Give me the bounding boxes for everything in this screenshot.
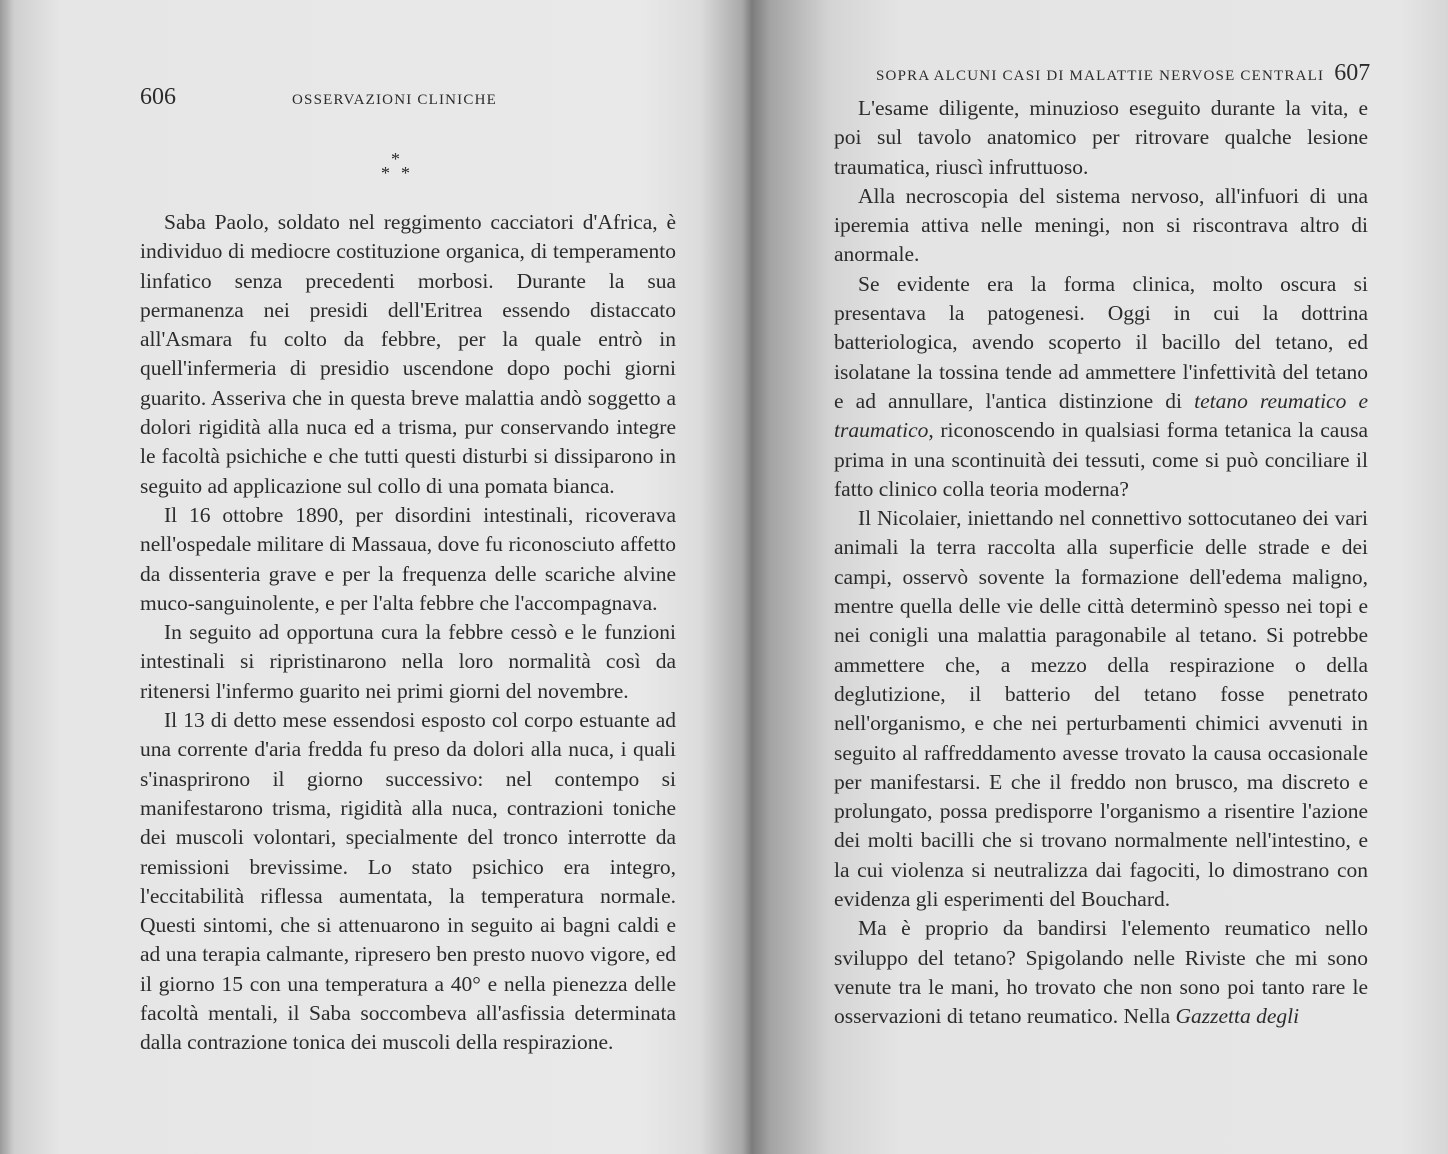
running-head: SOPRA ALCUNI CASI DI MALATTIE NERVOSE CENTRALI [876,68,1325,84]
right-page [752,0,1448,1154]
right-page-body [834,94,1368,1032]
running-head: OSSERVAZIONI CLINICHE [292,92,497,108]
paragraph: L'esame diligente, minuzioso eseguito durante la vita, e poi sul tavolo anatomico per ritrovare qualche lesione traumatica, riuscì infruttuoso. [834,96,1368,179]
paragraph-text: Ma è proprio da bandirsi l'elemento reumatico nello sviluppo del tetano? Spigolando nelle Riviste che mi sono venute tra le mani, ho trovato che non sono poi tanto rare le osservazioni di tetano reumatico. Nella [834,916,1368,1029]
paragraph: Alla necroscopia del sistema nervoso, all'infuori di una iperemia attiva nelle meningi, non si riscontrava altro di anormale. [834,183,1368,267]
asterism-star: * [401,163,410,183]
left-page-body [140,208,676,1058]
page-number: 607 [1334,60,1371,86]
page-number: 606 [140,84,176,110]
asterism-star: * [391,149,400,169]
paragraph-text: Se evidente era la forma clinica, molto oscura si presentava la patogenesi. Oggi in cui la dottrina batteriologica, avendo scoperto il bacillo del tetano, ed isolatane la tossina tende ad ammettere l'infettività del tetano e ad annullare, l'antica distinzione di [834,271,1368,413]
left-page-header [140,84,497,111]
paragraph: Il 16 ottobre 1890, per disordini intestinali, ricoverava nell'ospedale militare di Massaua, dove fu riconosciuto affetto da dissenteria grave e per la frequenza delle scariche alvine muco-sanguinolente, e per l'alta febbre che l'accompagnava. [140,502,676,615]
paragraph-text: , riconoscendo in qualsiasi forma tetanica la causa prima in una scontinuità dei tessuti, come si può conciliare il fatto clinico colla teoria moderna? [834,418,1368,501]
paragraph [834,914,1368,1031]
paragraph: In seguito ad opportuna cura la febbre cessò e le funzioni intestinali si ripristinarono nella loro normalità così da ritenersi l'infermo guarito nei primi giorni del novembre. [140,620,676,703]
paragraph: Il 13 di detto mese essendosi esposto col corpo estuante ad una corrente d'aria fredda fu preso da dolori alla nuca, i quali s'inasprirono il giorno successivo: nel contempo si manifestarono trisma, rigidità alla nuca, contrazioni toniche dei muscoli volontari, specialmente del tronco interrotte da remissioni brevissime. Lo stato psichico era integro, l'eccitabilità riflessa aumentata, la temperatura normale. Questi sintomi, che si attenuarono in seguito ai bagni caldi e ad una terapia calmante, ripresero ben presto nuovo vigore, ed il giorno 15 con una temperatura a 40° e nella pienezza delle facoltà mentali, il Saba soccombeva all'asfissia determinata dalla contrazione tonica dei muscoli della respirazione. [140,708,676,1055]
italic-term: tetano reumatico e traumatico [834,388,1368,443]
paragraph: Saba Paolo, soldato nel reggimento cacciatori d'Africa, è individuo di mediocre costituzione organica, di temperamento linfatico senza precedenti morbosi. Durante la sua permanenza nei presidi dell'Eritrea essendo distaccato all'Asmara fu colto da febbre, per la quale entrò in quell'infermeria di presidio uscendone dopo pochi giorni guarito. Asseriva che in questa breve malattia andò soggetto a dolori rigidità alla nuca ed a trisma, pur conservando integre le facoltà psichiche e che tutti questi disturbi si dissiparono in seguito ad applicazione sul collo di una pomata bianca. [140,210,676,498]
asterism-ornament [377,148,417,188]
paragraph: Il Nicolaier, iniettando nel connettivo sottocutaneo dei vari animali la terra raccolta alla superficie delle strade e dei campi, osservò sovente la formazione dell'edema maligno, mentre quella delle vie delle città determinò spesso nei topi e nei conigli una malattia paragonabile al tetano. Si potrebbe ammettere che, a mezzo della respirazione o della deglutizione, il batterio del tetano fosse penetrato nell'organismo, e che nei perturbamenti chimici avvenuti in seguito al raffreddamento avesse trovato la causa occasionale per manifestarsi. E che il freddo non brusco, ma discreto e prolungato, possa predisporre l'organismo a risentire l'azione dei molti bacilli che si trovano normalmente nell'intestino, e la cui violenza si neutralizza dai fagociti, lo dimostrano con evidenza gli esperimenti del Bouchard. [834,506,1368,912]
paragraph [834,270,1368,504]
italic-journal-title: Gazzetta degli [1175,1004,1300,1029]
asterism-star: * [381,163,390,183]
right-page-header [876,60,1370,87]
